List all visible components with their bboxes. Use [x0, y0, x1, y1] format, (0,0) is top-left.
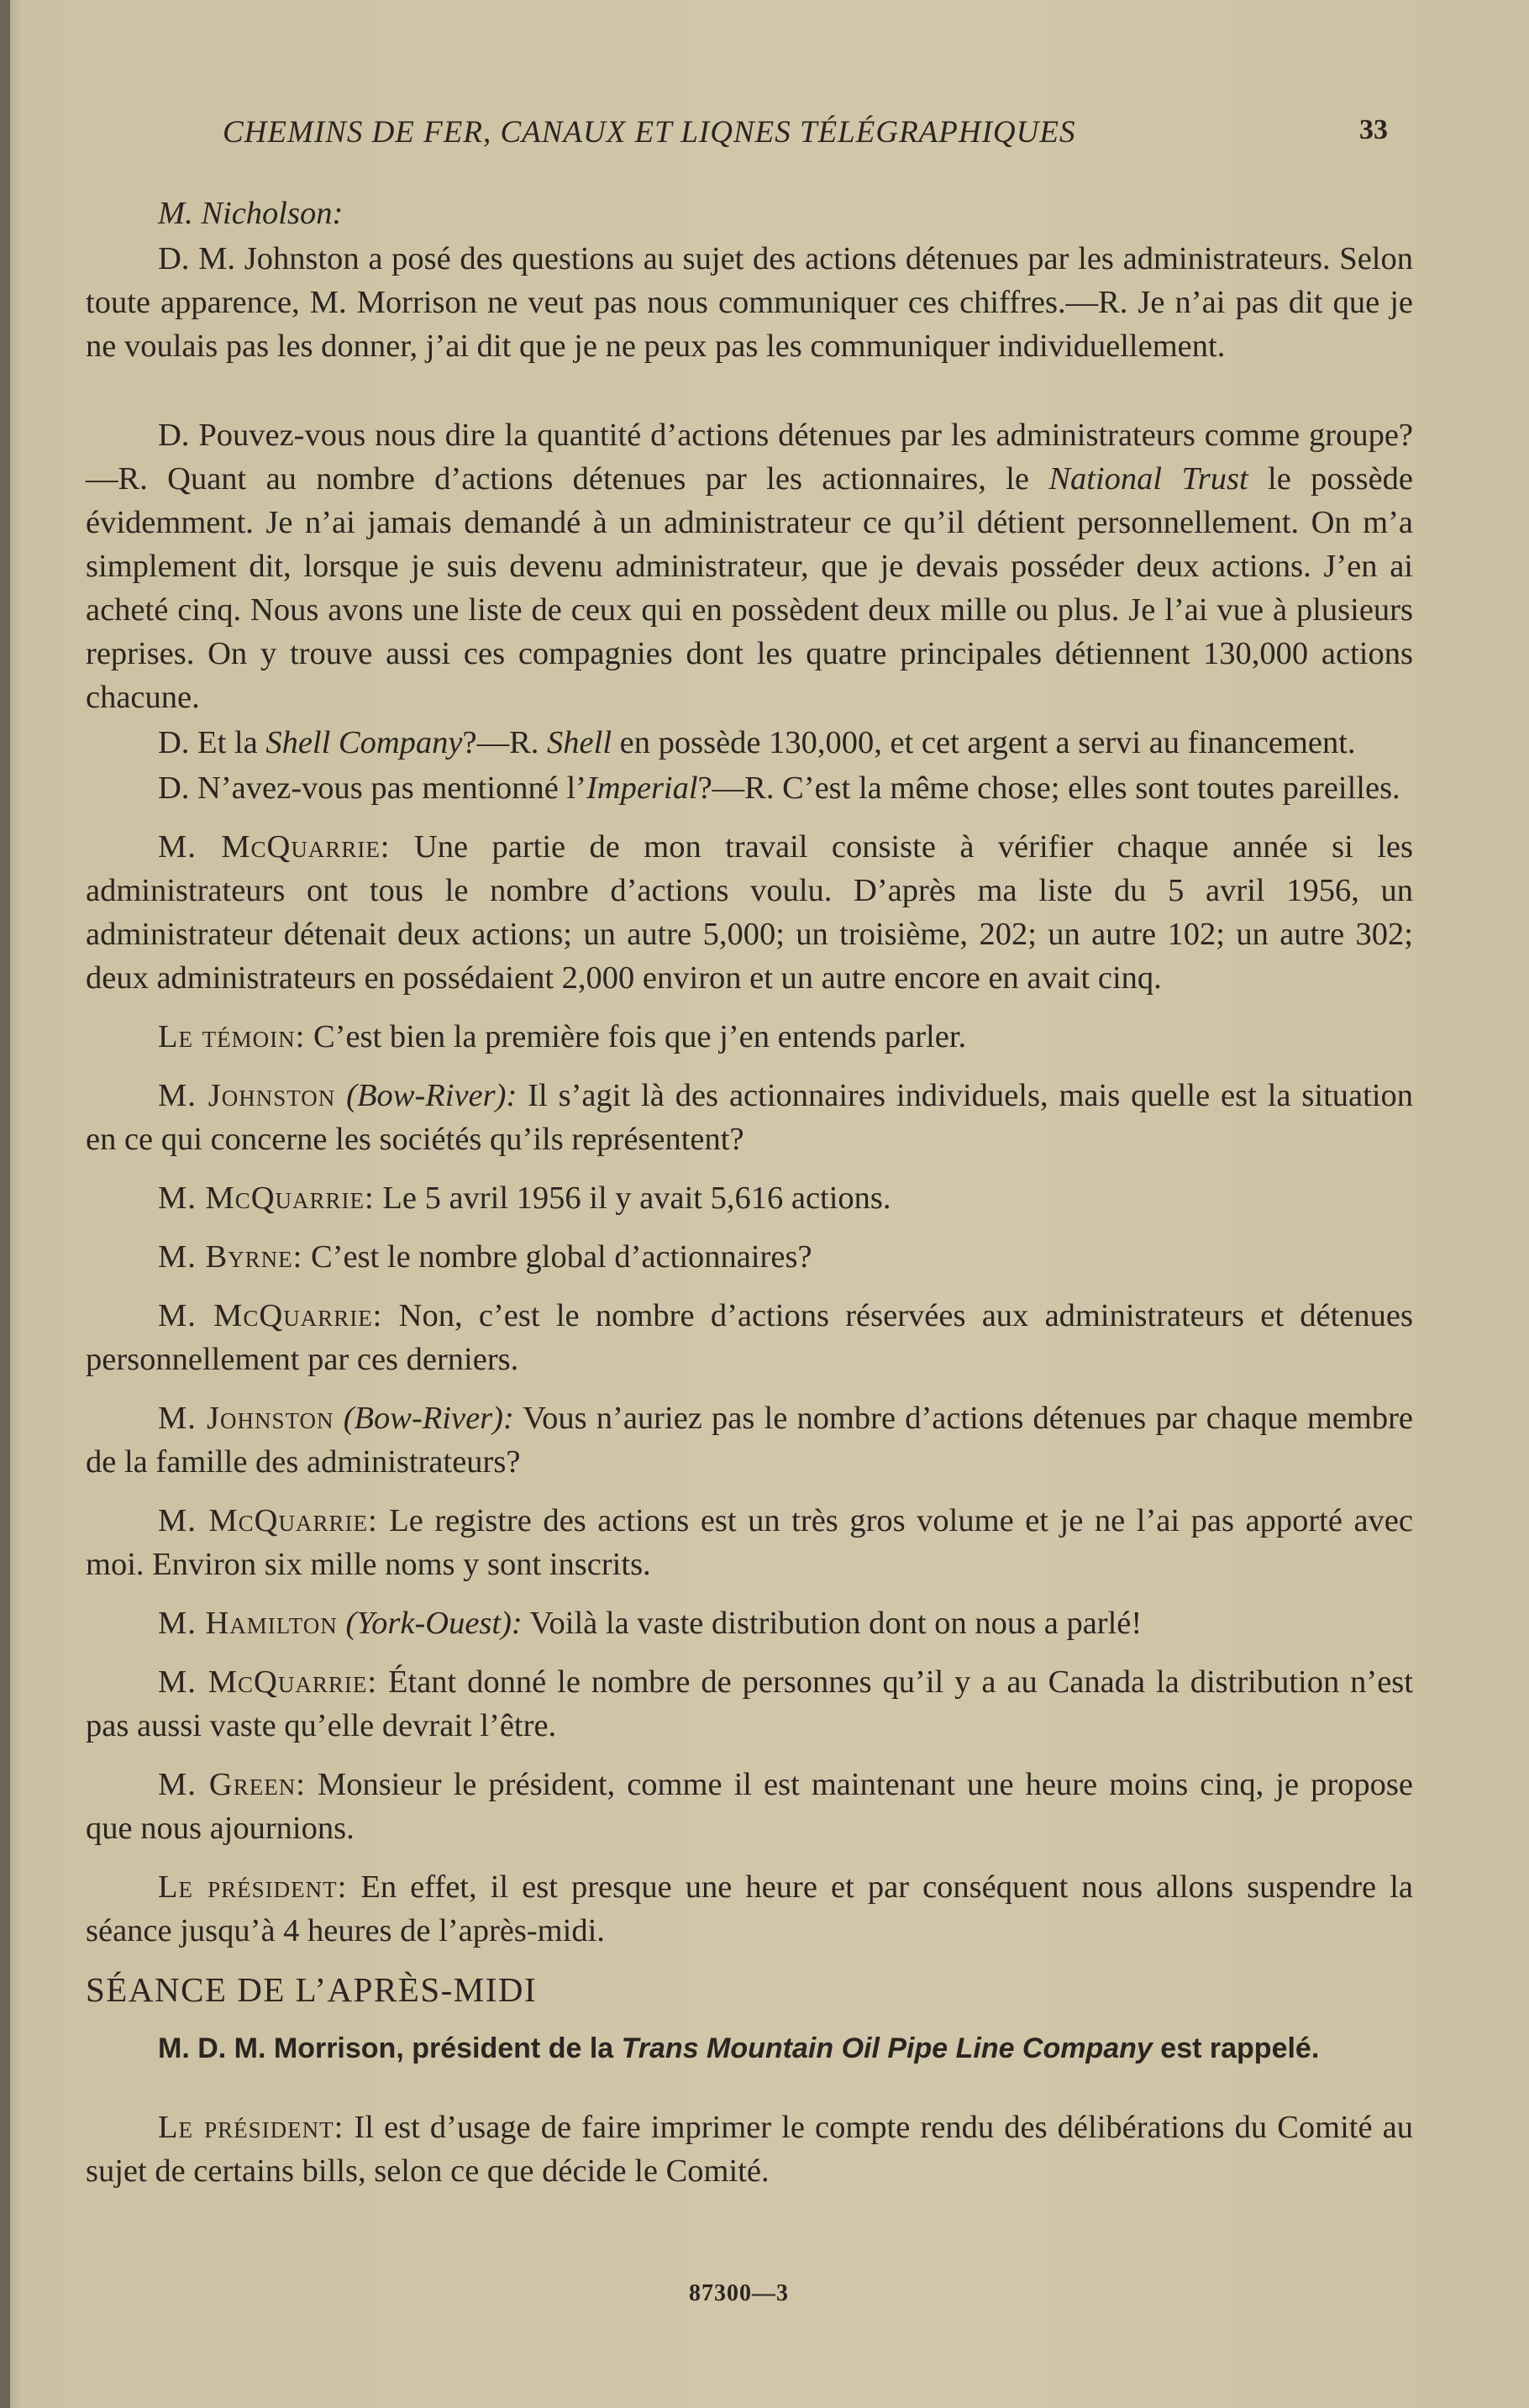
recall-text-a: M. D. M. Morrison, président de la [158, 2032, 622, 2064]
paragraph-14 [86, 1660, 1413, 1748]
paragraph-1: D. M. Johnston a posé des questions au sujet des actions détenues par les administrateurs. Selon toute apparence, M. Morrison ne veut pas nous communiquer ces chiffres.—R. Je n’ai pas dit que je ne voulais pas les donner, j’ai dit que je ne peux pas les communiquer individuellement. [86, 241, 1413, 364]
opening-speaker-name: M. Nicholson: [158, 196, 344, 231]
p3-shell: Shell [547, 725, 612, 760]
speaker-name: Le président: [158, 2110, 344, 2145]
p2-national-trust: National Trust [1048, 461, 1248, 497]
speaker-name: M. Byrne: [158, 1239, 303, 1275]
paragraph-10 [86, 1294, 1413, 1381]
speaker-name: M. McQuarrie: [158, 1664, 378, 1700]
p10-text: Non, c’est le nombre d’actions réservées aux administrateurs et détenues personnellement par ces derniers. [86, 1298, 1413, 1377]
paragraph-5 [86, 825, 1413, 1000]
p17-text: Il est d’usage de faire imprimer le compte rendu des délibérations du Comité au sujet de certains bills, selon ce que décide le Comité. [86, 2110, 1414, 2189]
p4-imperial: Imperial [586, 770, 698, 806]
speaker-name: M. Johnston [158, 1078, 336, 1113]
paragraph-2 [86, 413, 1413, 719]
body-text [86, 192, 1413, 2208]
p7-text: Il s’agit là des actionnaires individuels, mais quelle est la situation en ce qui concerne les sociétés qu’ils représentent? [86, 1078, 1414, 1157]
p9-text: C’est le nombre global d’actionnaires? [302, 1239, 812, 1275]
opening-speaker [86, 192, 1413, 235]
p15-text: Monsieur le président, comme il est maintenant une heure moins cinq, je propose que nous ajournions. [86, 1767, 1413, 1846]
recall-text-c: est rappelé. [1152, 2032, 1320, 2064]
paragraph-12 [86, 1499, 1413, 1586]
speaker-name: M. McQuarrie: [158, 829, 391, 865]
speaker-name: M. McQuarrie: [158, 1180, 375, 1216]
footer-signature-code: 87300—3 [689, 2280, 789, 2306]
p13-text: Voilà la vaste distribution dont on nous a parlé! [522, 1606, 1143, 1641]
paragraph-4 [86, 766, 1413, 810]
p16-text: En effet, il est presque une heure et par conséquent nous allons suspendre la séance jusqu’à 4 heures de l’après-midi. [86, 1869, 1413, 1948]
paragraph-9 [86, 1235, 1413, 1279]
recall-heading [86, 2027, 1413, 2070]
speaker-riding: (Bow-River): [346, 1078, 518, 1113]
paragraph-11 [86, 1396, 1413, 1484]
recall-company: Trans Mountain Oil Pipe Line Company [621, 2032, 1153, 2064]
running-head: CHEMINS DE FER, CANAUX ET LIQNES TÉLÉGRAPHIQUES [223, 115, 1076, 150]
speaker-riding: (Bow-River): [343, 1401, 514, 1436]
book-spine-shadow [0, 0, 10, 2408]
section-title: SÉANCE DE L’APRÈS-MIDI [86, 1970, 538, 2009]
paragraph-13 [86, 1601, 1413, 1645]
p3-text-c: ?—R. [462, 725, 548, 760]
p14-text: Étant donné le nombre de personnes qu’il y a au Canada la distribution n’est pas aussi vaste qu’elle devrait l’être. [86, 1664, 1413, 1743]
p3-text-a: D. Et la [158, 725, 266, 760]
speaker-name: M. Johnston [158, 1401, 334, 1436]
p6-text: C’est bien la première fois que j’en entends parler. [305, 1019, 967, 1054]
speaker-name: M. Green: [158, 1767, 306, 1802]
speaker-name: Le témoin: [158, 1019, 306, 1054]
p2-text-a: D. Pouvez-vous nous dire la quantité d’actions détenues par les administrateurs comme groupe?—R. Quant au nombre d’actions détenues par les actionnaires, le [86, 418, 1413, 497]
speaker-name: M. McQuarrie: [158, 1298, 383, 1333]
p3-shell-company: Shell Company [265, 725, 463, 760]
speaker-name: M. McQuarrie: [158, 1503, 378, 1538]
paragraph-6 [86, 1015, 1413, 1059]
speaker-name: M. Hamilton [158, 1606, 338, 1641]
speaker-name: Le président: [158, 1869, 348, 1905]
p12-text: Le registre des actions est un très gros volume et je ne l’ai pas apporté avec moi. Environ six mille noms y sont inscrits. [86, 1503, 1413, 1582]
p4-text-c: ?—R. C’est la même chose; elles sont toutes pareilles. [697, 770, 1400, 806]
page-number: 33 [1359, 114, 1388, 145]
paragraph-15 [86, 1763, 1413, 1850]
p3-text-e: en possède 130,000, et cet argent a servi au financement. [612, 725, 1356, 760]
p4-text-a: D. N’avez-vous pas mentionné l’ [158, 770, 586, 806]
p2-text-c: le possède évidemment. Je n’ai jamais demandé à un administrateur ce qu’il détient personnellement. On m’a simplement dit, lorsque je suis devenu administrateur, que je devais posséder deux actions. J’en ai acheté cinq. Nous avons une liste de ceux qui en possèdent deux mille ou plus. Je l’ai vue à plusieurs reprises. On y trouve aussi ces compagnies dont les quatre principales détiennent 130,000 actions chacune. [86, 461, 1414, 715]
speaker-riding: (York-Ouest): [345, 1606, 523, 1641]
p11-text: Vous n’auriez pas le nombre d’actions détenues par chaque membre de la famille des administrateurs? [86, 1401, 1414, 1480]
paragraph-3 [86, 721, 1413, 765]
paragraph-8 [86, 1176, 1413, 1220]
paragraph-16 [86, 1865, 1413, 1953]
p5-text: Une partie de mon travail consiste à vérifier chaque année si les administrateurs ont tous le nombre d’actions voulu. D’après ma liste du 5 avril 1956, un administrateur détenait deux actions; un autre 5,000; un troisième, 202; un autre 102; un autre 302; deux administrateurs en possédaient 2,000 environ et un autre encore en avait cinq. [86, 829, 1413, 996]
paragraph-7 [86, 1074, 1413, 1161]
paragraph-17 [86, 2106, 1413, 2193]
p8-text: Le 5 avril 1956 il y avait 5,616 actions. [374, 1180, 891, 1216]
